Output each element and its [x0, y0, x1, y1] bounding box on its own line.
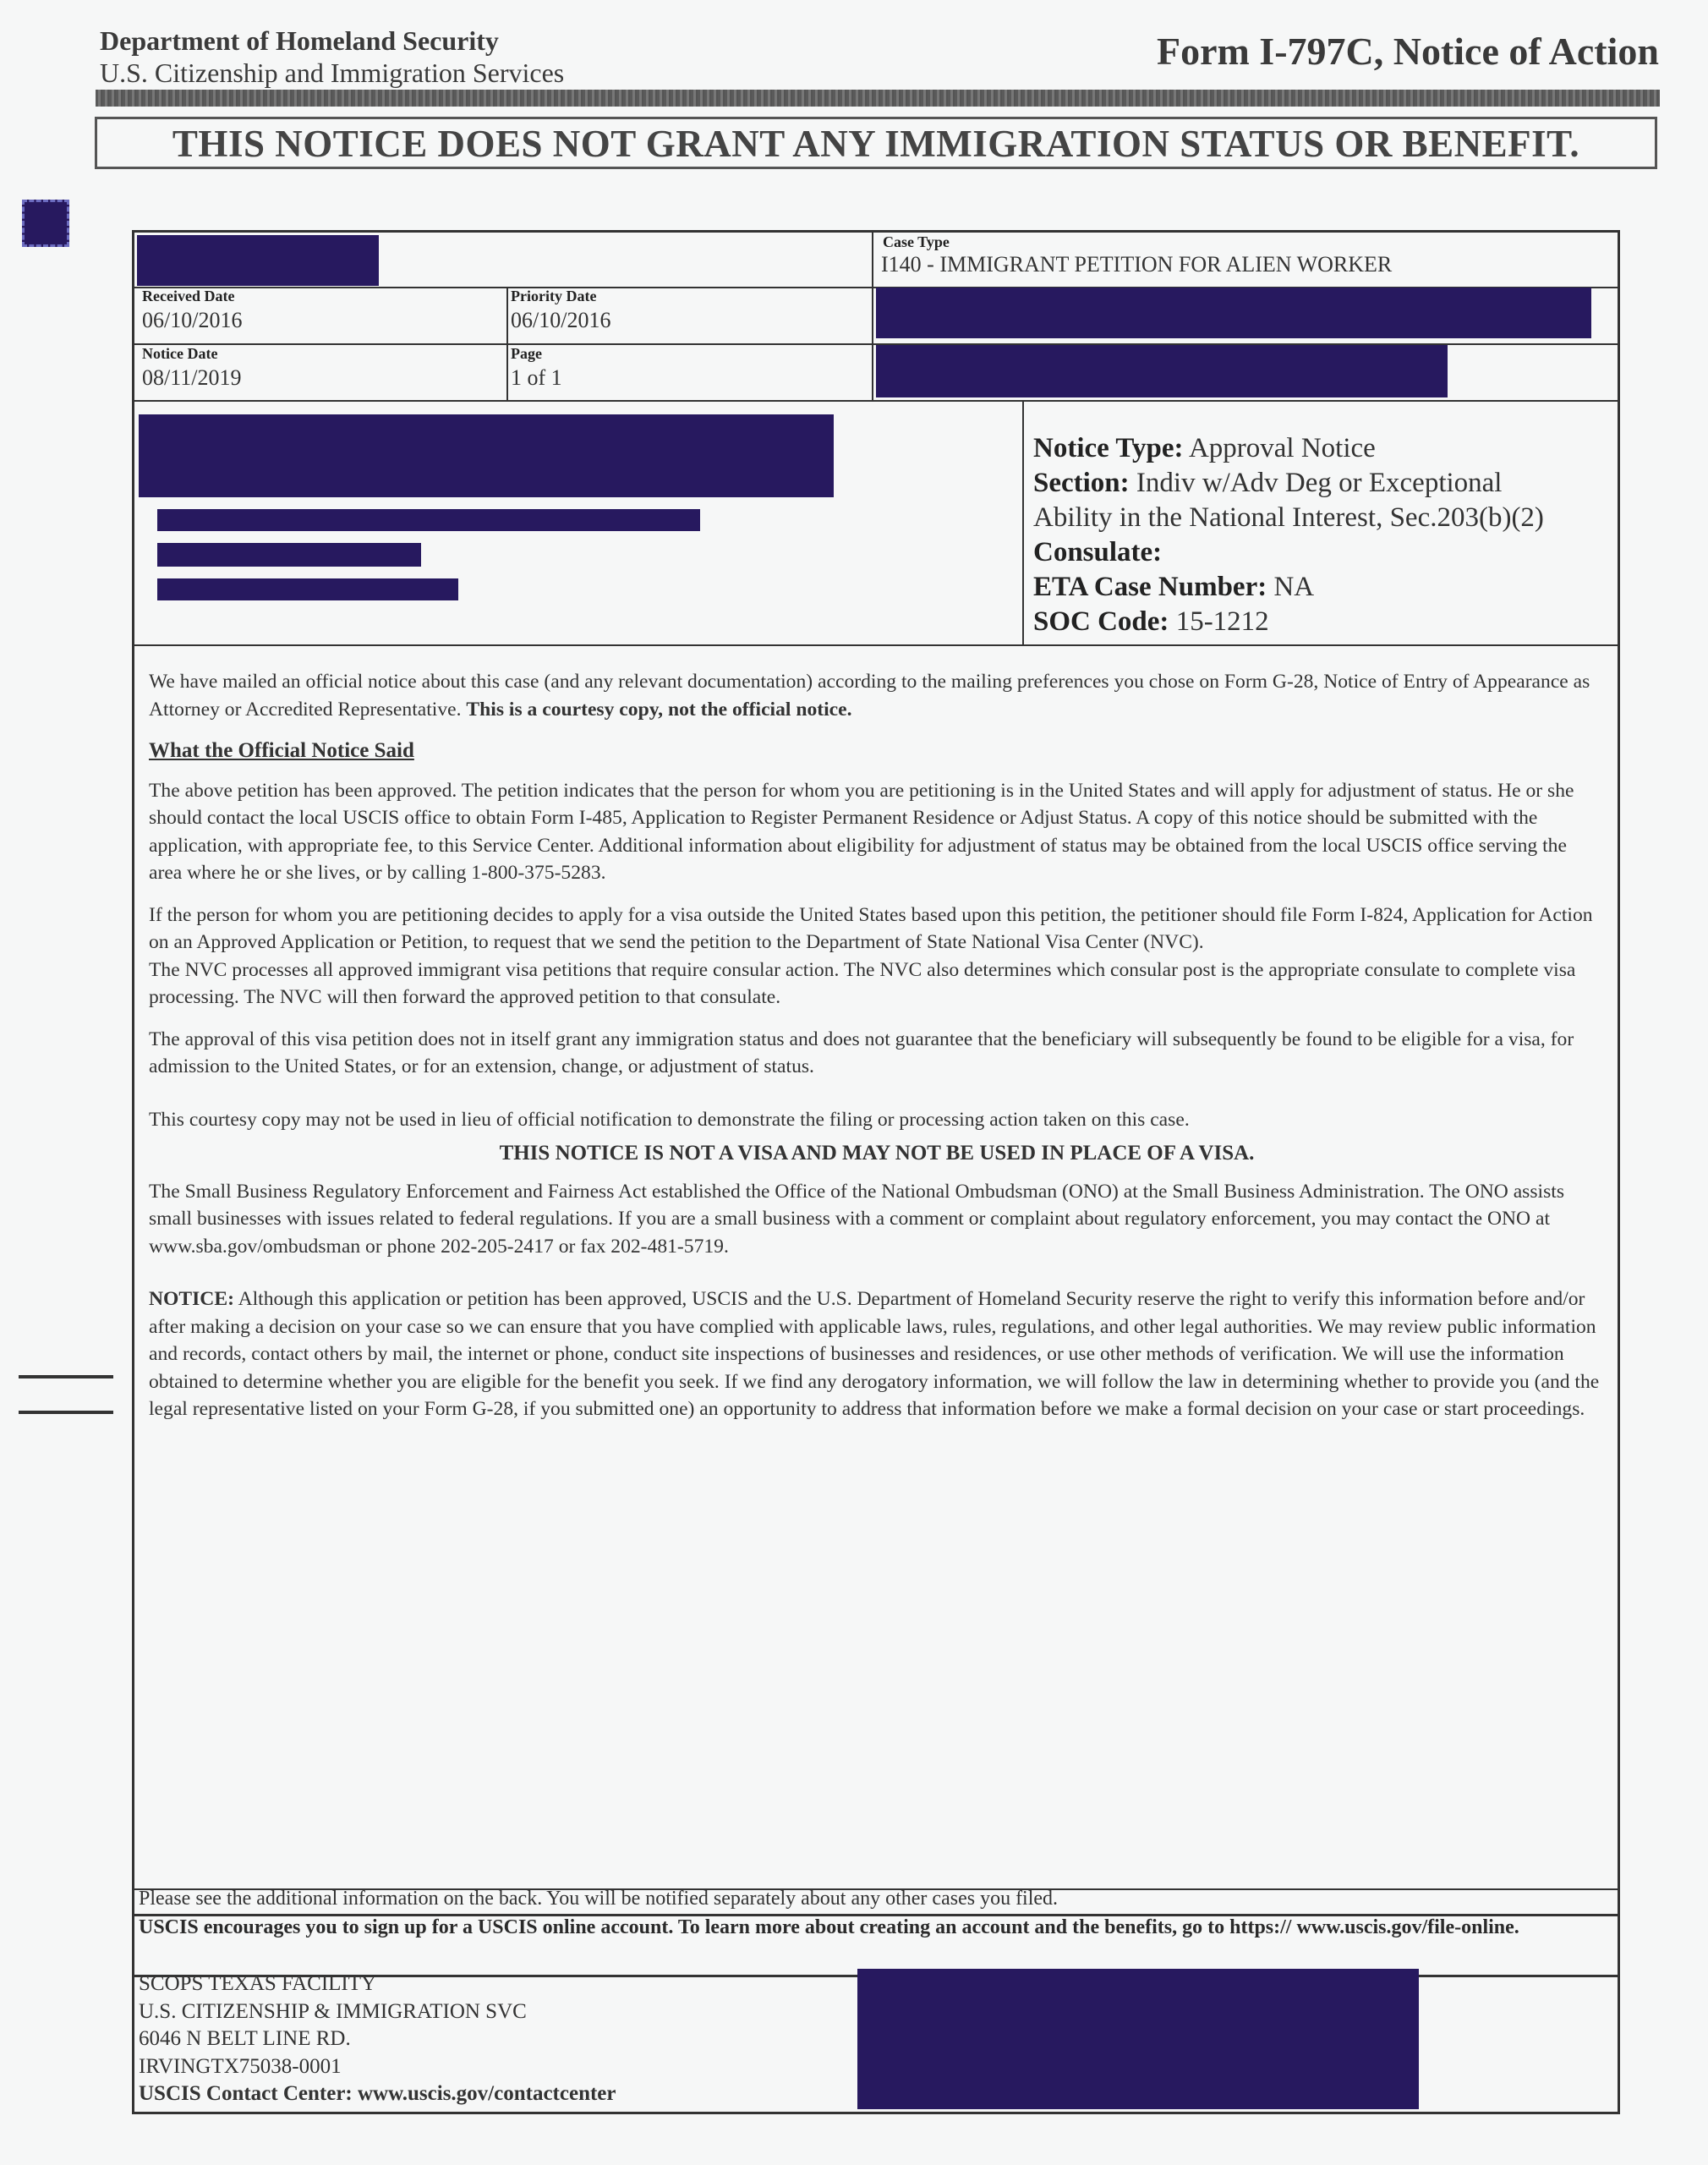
- soc-value: 15-1212: [1175, 606, 1269, 637]
- section-value-cont: Ability in the National Interest, Sec.203(b)(2): [1033, 502, 1544, 533]
- paragraph-approved: The above petition has been approved. The petition indicates that the person for whom you are petitioning is in the United States and will apply for adjustment of status. He or she should contact the local USCIS office to obtain Form I-485, Application to Register Permanent Residence or Adjust Status. A copy of this notice should be submitted with the application, with appropriate fee, to this Service Center. Additional information about eligibility for adjustment of status may be obtained from the local USCIS office serving the area where he or she lives, or by calling 1-800-375-5283.: [149, 779, 1574, 884]
- paragraph-no-status: The approval of this visa petition does not in itself grant any immigration status and does not guarantee that the beneficiary will subsequently be found to be eligible for a visa, for admission to the United States, or for an extension, change, or adjustment of status.: [149, 1028, 1574, 1077]
- notice-type-label: Notice Type:: [1033, 433, 1184, 463]
- agency-name: U.S. Citizenship and Immigration Services: [100, 58, 565, 88]
- eta-label: ETA Case Number:: [1033, 572, 1267, 602]
- address-line: IRVINGTX75038-0001: [139, 2054, 342, 2078]
- case-type-value: I140 - IMMIGRANT PETITION FOR ALIEN WORKER: [881, 252, 1393, 277]
- address-line: SCOPS TEXAS FACILITY: [139, 1972, 377, 1995]
- paragraph-nvc: The NVC processes all approved immigrant visa petitions that require consular action. The NVC also determines which consular post is the appropriate consulate to complete visa processing. The NVC will then forward the approved petition to that consulate.: [149, 958, 1576, 1008]
- address-line: U.S. CITIZENSHIP & IMMIGRATION SVC: [139, 1999, 527, 2023]
- soc-label: SOC Code:: [1033, 606, 1169, 637]
- section-label: Section:: [1033, 468, 1130, 498]
- priority-date-value: 06/10/2016: [511, 308, 611, 332]
- redaction-addressee: [139, 414, 834, 497]
- notice-info: [1033, 431, 1544, 639]
- consulate-label: Consulate:: [1033, 537, 1163, 567]
- header-rule: [96, 90, 1660, 107]
- courtesy-copy-note: This is a courtesy copy, not the official notice.: [466, 698, 852, 721]
- margin-marker: [22, 200, 69, 247]
- redaction-receipt-number: [137, 235, 379, 286]
- redaction-beneficiary: [876, 345, 1448, 397]
- page-value: 1 of 1: [511, 365, 562, 390]
- case-type-label: Case Type: [883, 233, 950, 250]
- notice-body: [149, 668, 1605, 1438]
- section-value: Indiv w/Adv Deg or Exceptional: [1136, 468, 1503, 498]
- see-back-note: Please see the additional information on the back. You will be notified separately about any other cases you filed.: [139, 1888, 1059, 1910]
- department-name: Department of Homeland Security: [100, 25, 499, 56]
- form-title: Form I-797C, Notice of Action: [1156, 30, 1659, 73]
- received-date-value: 06/10/2016: [142, 308, 243, 332]
- eta-value: NA: [1273, 572, 1315, 602]
- received-date-label: Received Date: [142, 288, 235, 304]
- redaction-petitioner: [876, 288, 1591, 338]
- margin-line: [19, 1411, 113, 1414]
- notice-date-label: Notice Date: [142, 345, 218, 362]
- contact-center: USCIS Contact Center: www.uscis.gov/contactcenter: [139, 2082, 616, 2105]
- address-line: 6046 N BELT LINE RD.: [139, 2027, 351, 2050]
- online-account-note: USCIS encourages you to sign up for a USCIS online account. To learn more about creating an account and the benefits, go to https:// www.uscis.gov/file-online.: [139, 1916, 1519, 1938]
- paragraph-ombudsman: The Small Business Regulatory Enforcement and Fairness Act established the Office of the National Ombudsman (ONO) at the Small Business Administration. The ONO assists small businesses with issues related to federal regulations. If you are a small business with a comment or complaint about regulatory enforcement, you may contact the ONO at www.sba.gov/ombudsman or phone 202-205-2417 or fax 202-481-5719.: [149, 1180, 1565, 1258]
- status-banner: THIS NOTICE DOES NOT GRANT ANY IMMIGRATION STATUS OR BENEFIT.: [95, 117, 1657, 169]
- section-heading: What the Official Notice Said: [149, 739, 414, 762]
- redaction-barcode: [857, 1969, 1419, 2109]
- service-center-address: [139, 1970, 616, 2108]
- paragraph-courtesy: This courtesy copy may not be used in lieu of official notification to demonstrate the filing or processing action taken on this case.: [149, 1108, 1190, 1131]
- margin-line: [19, 1375, 113, 1378]
- notice-label: NOTICE:: [149, 1288, 234, 1310]
- notice-type-value: Approval Notice: [1188, 433, 1376, 463]
- redaction-address-line: [157, 509, 700, 531]
- not-a-visa-heading: THIS NOTICE IS NOT A VISA AND MAY NOT BE USED IN PLACE OF A VISA.: [499, 1142, 1255, 1165]
- paragraph-visa-outside: If the person for whom you are petitioning decides to apply for a visa outside the United States based upon this petition, the petitioner should file Form I-824, Application for Action on an Approved Application or Petition, to request that we send the petition to the Department of State National Visa Center (NVC).: [149, 903, 1593, 953]
- page-label: Page: [511, 345, 542, 362]
- priority-date-label: Priority Date: [511, 288, 597, 304]
- intro-paragraph: We have mailed an official notice about this case (and any relevant documentation) according to the mailing preferences you chose on Form G-28, Notice of Entry of Appearance as Attorney or Accredited Representative. This is a courtesy copy, not the official notice.: [149, 671, 1590, 721]
- notice-date-value: 08/11/2019: [142, 365, 242, 390]
- redaction-address-line: [157, 578, 458, 600]
- redaction-address-line: [157, 543, 421, 567]
- paragraph-notice: NOTICE: Although this application or petition has been approved, USCIS and the U.S. Department of Homeland Security reserve the right to verify this information before and/or after making a decision on your case so we can ensure that you have complied with applicable laws, rules, regulations, and other legal authorities. We may review public information and records, contact others by mail, the internet or phone, conduct site inspections of businesses and residences, or use other methods of verification. We will use the information obtained to determine whether you are eligible for the benefit you seek. If we find any derogatory information, we will follow the law in determining whether to provide you (and the legal representative listed on your Form G-28, if you submitted one) an opportunity to address that information before we make a formal decision on your case or start proceedings.: [149, 1288, 1600, 1420]
